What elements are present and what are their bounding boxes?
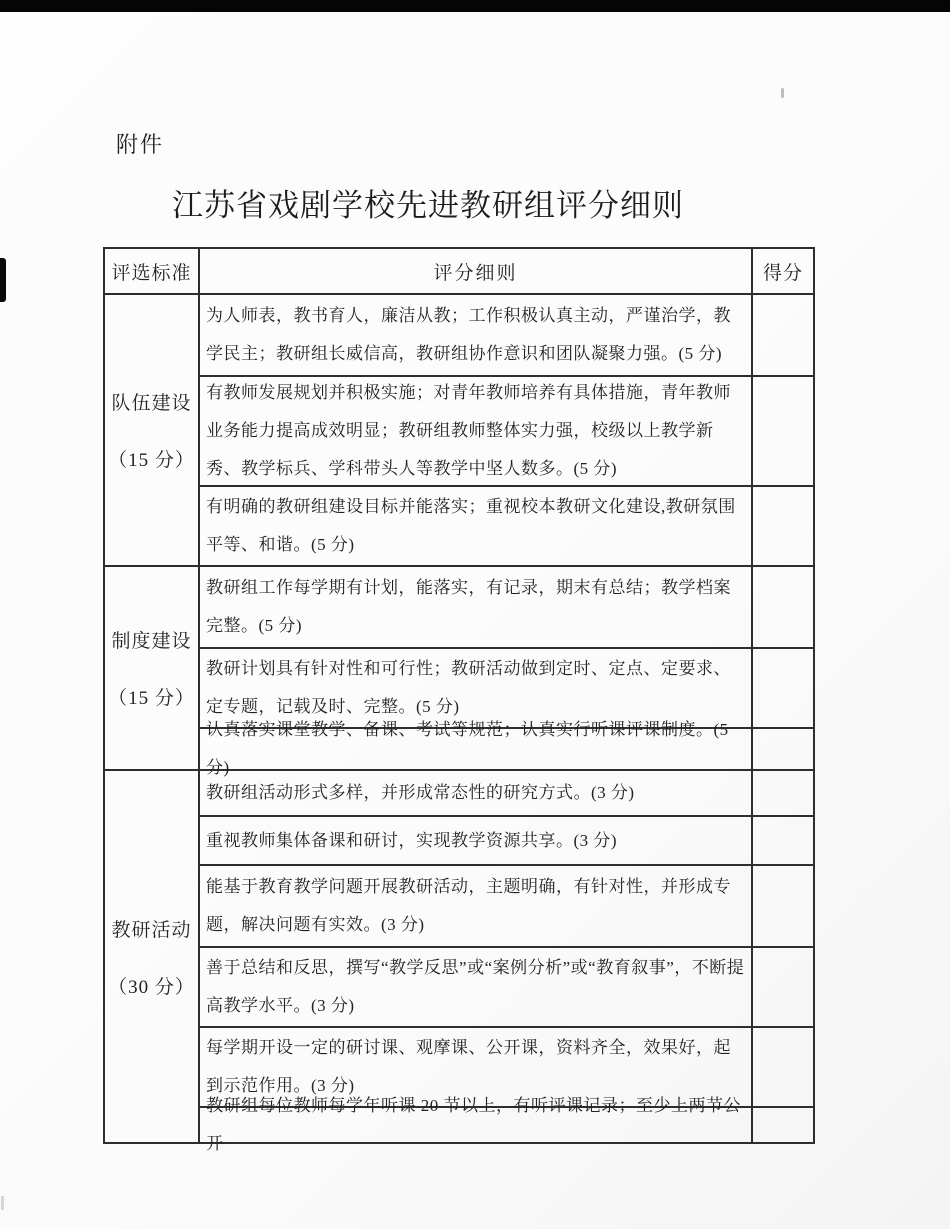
criterion-cell bbox=[105, 567, 200, 769]
table-row-truncated bbox=[200, 1096, 813, 1153]
section-team-building bbox=[105, 295, 813, 567]
rule-text: 教研组每位教师每学年听课 20 节以上，有听评课记录；至少上两节公开 bbox=[200, 1108, 753, 1142]
table-row bbox=[200, 866, 813, 948]
document-title: 江苏省戏剧学校先进教研组评分细则 bbox=[172, 188, 684, 223]
criterion-points: （30 分） bbox=[108, 976, 195, 998]
scan-speck bbox=[781, 88, 784, 98]
criterion-points: （15 分） bbox=[108, 688, 195, 709]
criterion-label: 队伍建设 bbox=[111, 393, 192, 414]
rule-text: 有教师发展规划并积极实施；对青年教师培养有具体措施，青年教师业务能力提高成效明显；教研组教师整体实力强，校级以上教学新秀、教学标兵、学科带头人等教学中坚人数多。(5 分) bbox=[200, 377, 753, 485]
table-row bbox=[200, 567, 813, 649]
score-cell bbox=[753, 729, 813, 769]
rule-text: 每学期开设一定的研讨课、观摩课、公开课，资料齐全，效果好，起到示范作用。(3 分) bbox=[200, 1028, 753, 1106]
header-rules: 评分细则 bbox=[200, 249, 753, 293]
score-cell bbox=[753, 771, 813, 815]
rule-text: 善于总结和反思，撰写“教学反思”或“案例分析”或“教育叙事”，不断提高教学水平。(3 分) bbox=[200, 948, 753, 1026]
score-cell bbox=[753, 1108, 813, 1142]
score-cell bbox=[753, 649, 813, 727]
rule-text: 教研组活动形式多样，并形成常态性的研究方式。(3 分) bbox=[200, 771, 753, 815]
section-research-activities bbox=[105, 771, 813, 1153]
scoring-table bbox=[103, 247, 815, 1153]
section-rows bbox=[200, 295, 813, 565]
scan-edge-artifact-left bbox=[0, 258, 6, 302]
rule-text: 教研组工作每学期有计划，能落实，有记录，期末有总结；教学档案完整。(5 分) bbox=[200, 567, 753, 647]
attachment-label: 附件 bbox=[116, 132, 165, 157]
criterion-points: （15 分） bbox=[108, 450, 195, 471]
score-cell bbox=[753, 295, 813, 375]
table-row bbox=[200, 295, 813, 377]
score-cell bbox=[753, 1028, 813, 1106]
scan-edge-artifact-top bbox=[0, 0, 950, 12]
table-row bbox=[200, 377, 813, 487]
rule-text: 有明确的教研组建设目标并能落实；重视校本教研文化建设,教研氛围平等、和谐。(5 分) bbox=[200, 487, 753, 565]
table-row bbox=[200, 720, 813, 777]
header-criteria: 评选标准 bbox=[105, 249, 200, 293]
criterion-label: 教研活动 bbox=[111, 919, 192, 941]
criterion-cell bbox=[105, 295, 200, 565]
table-row bbox=[200, 771, 813, 817]
score-cell bbox=[753, 866, 813, 946]
section-rows bbox=[200, 567, 813, 777]
criterion-label: 制度建设 bbox=[111, 631, 192, 652]
header-score: 得分 bbox=[762, 262, 803, 284]
rule-text: 重视教师集体备课和研讨，实现教学资源共享。(3 分) bbox=[200, 817, 753, 864]
scan-mark-bottom bbox=[1, 1196, 4, 1210]
score-cell bbox=[753, 948, 813, 1026]
score-cell bbox=[753, 487, 813, 565]
table-row bbox=[200, 487, 813, 565]
rule-text: 教研计划具有针对性和可行性；教研活动做到定时、定点、定要求、定专题，记载及时、完整。(5 分) bbox=[200, 649, 753, 727]
table-row bbox=[200, 817, 813, 866]
section-system-building bbox=[105, 567, 813, 777]
table-row bbox=[200, 948, 813, 1028]
rule-text: 认真落实课堂教学、备课、考试等规范；认真实行听课评课制度。(5 分) bbox=[200, 729, 753, 769]
score-cell bbox=[753, 567, 813, 647]
rule-text: 为人师表，教书育人，廉洁从教；工作积极认真主动，严谨治学，教学民主；教研组长威信高，教研组协作意识和团队凝聚力强。(5 分) bbox=[200, 295, 753, 375]
section-rows bbox=[200, 771, 813, 1153]
score-cell bbox=[753, 377, 813, 485]
criterion-cell bbox=[105, 771, 200, 1142]
score-cell bbox=[753, 817, 813, 864]
table-header-row bbox=[105, 249, 813, 295]
rule-text: 能基于教育教学问题开展教研活动，主题明确，有针对性，并形成专题，解决问题有实效。(3 分) bbox=[200, 866, 753, 946]
